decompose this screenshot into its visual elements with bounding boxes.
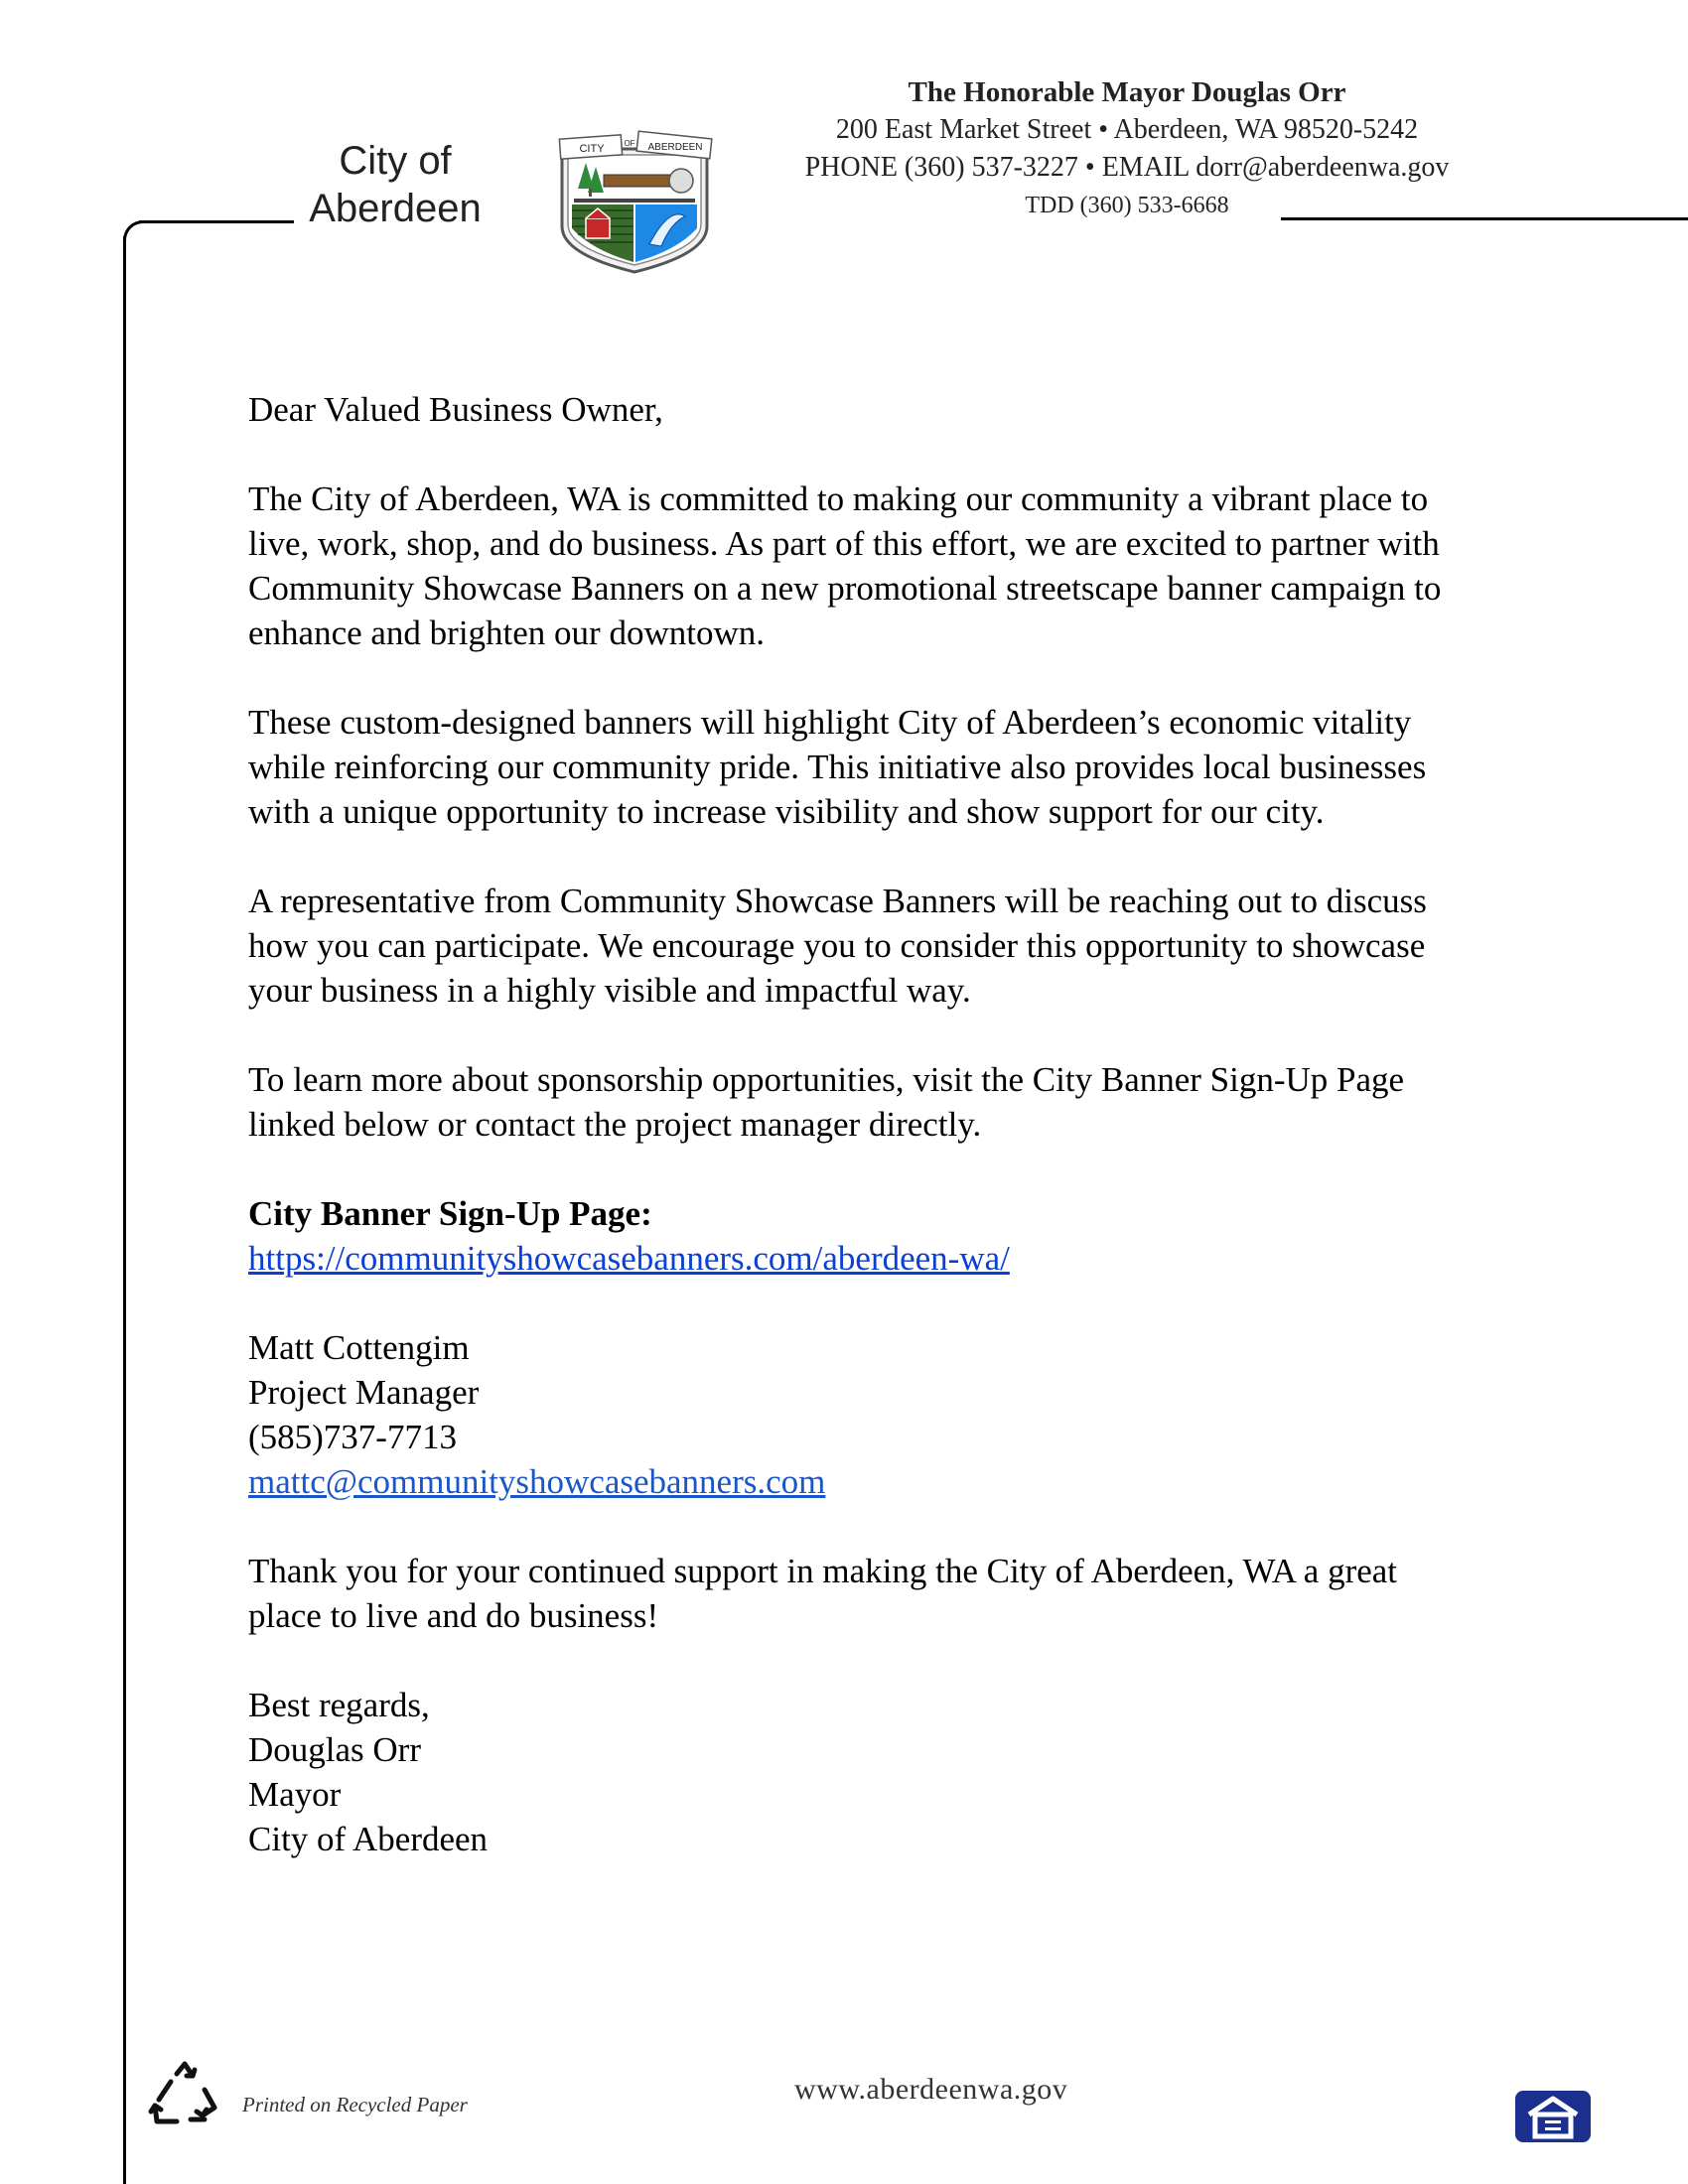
mayor-tdd: TDD (360) 533-6668 bbox=[1025, 193, 1229, 218]
letterhead-frame-vertical-line bbox=[123, 236, 126, 2184]
signoff: Best regards, bbox=[248, 1686, 430, 1724]
mayor-phone-email: PHONE (360) 537-3227 • EMAIL dorr@aberdeenwa.gov bbox=[804, 152, 1450, 183]
seal-text-city: CITY bbox=[579, 143, 605, 155]
paragraph-2 bbox=[248, 700, 1599, 834]
paragraph-4-line: To learn more about sponsorship opportunities, visit the City Banner Sign-Up Page bbox=[248, 1060, 1405, 1099]
city-name-line1: City of bbox=[339, 139, 452, 183]
signup-page-link[interactable]: https://communityshowcasebanners.com/aberdeen-wa/ bbox=[248, 1239, 1010, 1278]
closing-line: Thank you for your continued support in making the City of Aberdeen, WA a great bbox=[248, 1552, 1398, 1590]
paragraph-1-line: live, work, shop, and do business. As part of this effort, we are excited to partner with bbox=[248, 524, 1440, 563]
contact-phone: (585)737-7713 bbox=[248, 1418, 457, 1456]
paragraph-1-line: Community Showcase Banners on a new promotional streetscape banner campaign to bbox=[248, 569, 1442, 608]
signup-section bbox=[248, 1191, 1599, 1281]
city-name-wordmark bbox=[296, 137, 494, 232]
recycle-icon bbox=[147, 2060, 222, 2129]
paragraph-1-line: enhance and brighten our downtown. bbox=[248, 614, 765, 652]
signer-organization: City of Aberdeen bbox=[248, 1820, 489, 1858]
signup-heading: City Banner Sign-Up Page: bbox=[248, 1194, 652, 1233]
paragraph-1 bbox=[248, 477, 1599, 655]
city-seal-icon bbox=[552, 127, 717, 274]
paragraph-3-line: your business in a highly visible and impactful way. bbox=[248, 971, 971, 1010]
closing-paragraph bbox=[248, 1549, 1599, 1638]
paragraph-3-line: A representative from Community Showcase Banners will be reaching out to discuss bbox=[248, 882, 1427, 920]
city-name-line2: Aberdeen bbox=[309, 187, 482, 230]
signer-name: Douglas Orr bbox=[248, 1730, 421, 1769]
equal-housing-opportunity-icon bbox=[1513, 2089, 1593, 2144]
letterhead-frame-top-left-line bbox=[139, 220, 294, 223]
contact-name: Matt Cottengim bbox=[248, 1328, 470, 1367]
closing-line: place to live and do business! bbox=[248, 1596, 659, 1635]
contact-email-link[interactable]: mattc@communityshowcasebanners.com bbox=[248, 1462, 826, 1501]
signer-title: Mayor bbox=[248, 1775, 342, 1814]
paragraph-4 bbox=[248, 1057, 1599, 1147]
paragraph-1-line: The City of Aberdeen, WA is committed to making our community a vibrant place to bbox=[248, 479, 1429, 518]
signature-block bbox=[248, 1683, 1599, 1861]
paragraph-3 bbox=[248, 879, 1599, 1013]
salutation: Dear Valued Business Owner, bbox=[248, 390, 663, 429]
mayor-title: The Honorable Mayor Douglas Orr bbox=[908, 76, 1346, 108]
paragraph-3-line: how you can participate. We encourage you to consider this opportunity to showcase bbox=[248, 926, 1426, 965]
contact-title: Project Manager bbox=[248, 1373, 480, 1412]
project-manager-contact bbox=[248, 1325, 1599, 1504]
paragraph-2-line: while reinforcing our community pride. This initiative also provides local businesses bbox=[248, 748, 1427, 786]
letter-body bbox=[248, 387, 1599, 1906]
city-hall-address: 200 East Market Street • Aberdeen, WA 98520-5242 bbox=[835, 114, 1419, 145]
paragraph-4-line: linked below or contact the project manager directly. bbox=[248, 1105, 982, 1144]
city-website: www.aberdeenwa.gov bbox=[794, 2073, 1068, 2106]
seal-text-of: OF bbox=[624, 139, 635, 148]
paragraph-2-line: These custom-designed banners will highlight City of Aberdeen’s economic vitality bbox=[248, 703, 1412, 742]
printed-on-recycled-paper: Printed on Recycled Paper bbox=[242, 2093, 468, 2116]
seal-text-aberdeen: ABERDEEN bbox=[647, 142, 703, 153]
mayor-contact-block bbox=[755, 73, 1499, 224]
paragraph-2-line: with a unique opportunity to increase visibility and show support for our city. bbox=[248, 792, 1325, 831]
letterhead-frame-corner bbox=[123, 220, 145, 242]
